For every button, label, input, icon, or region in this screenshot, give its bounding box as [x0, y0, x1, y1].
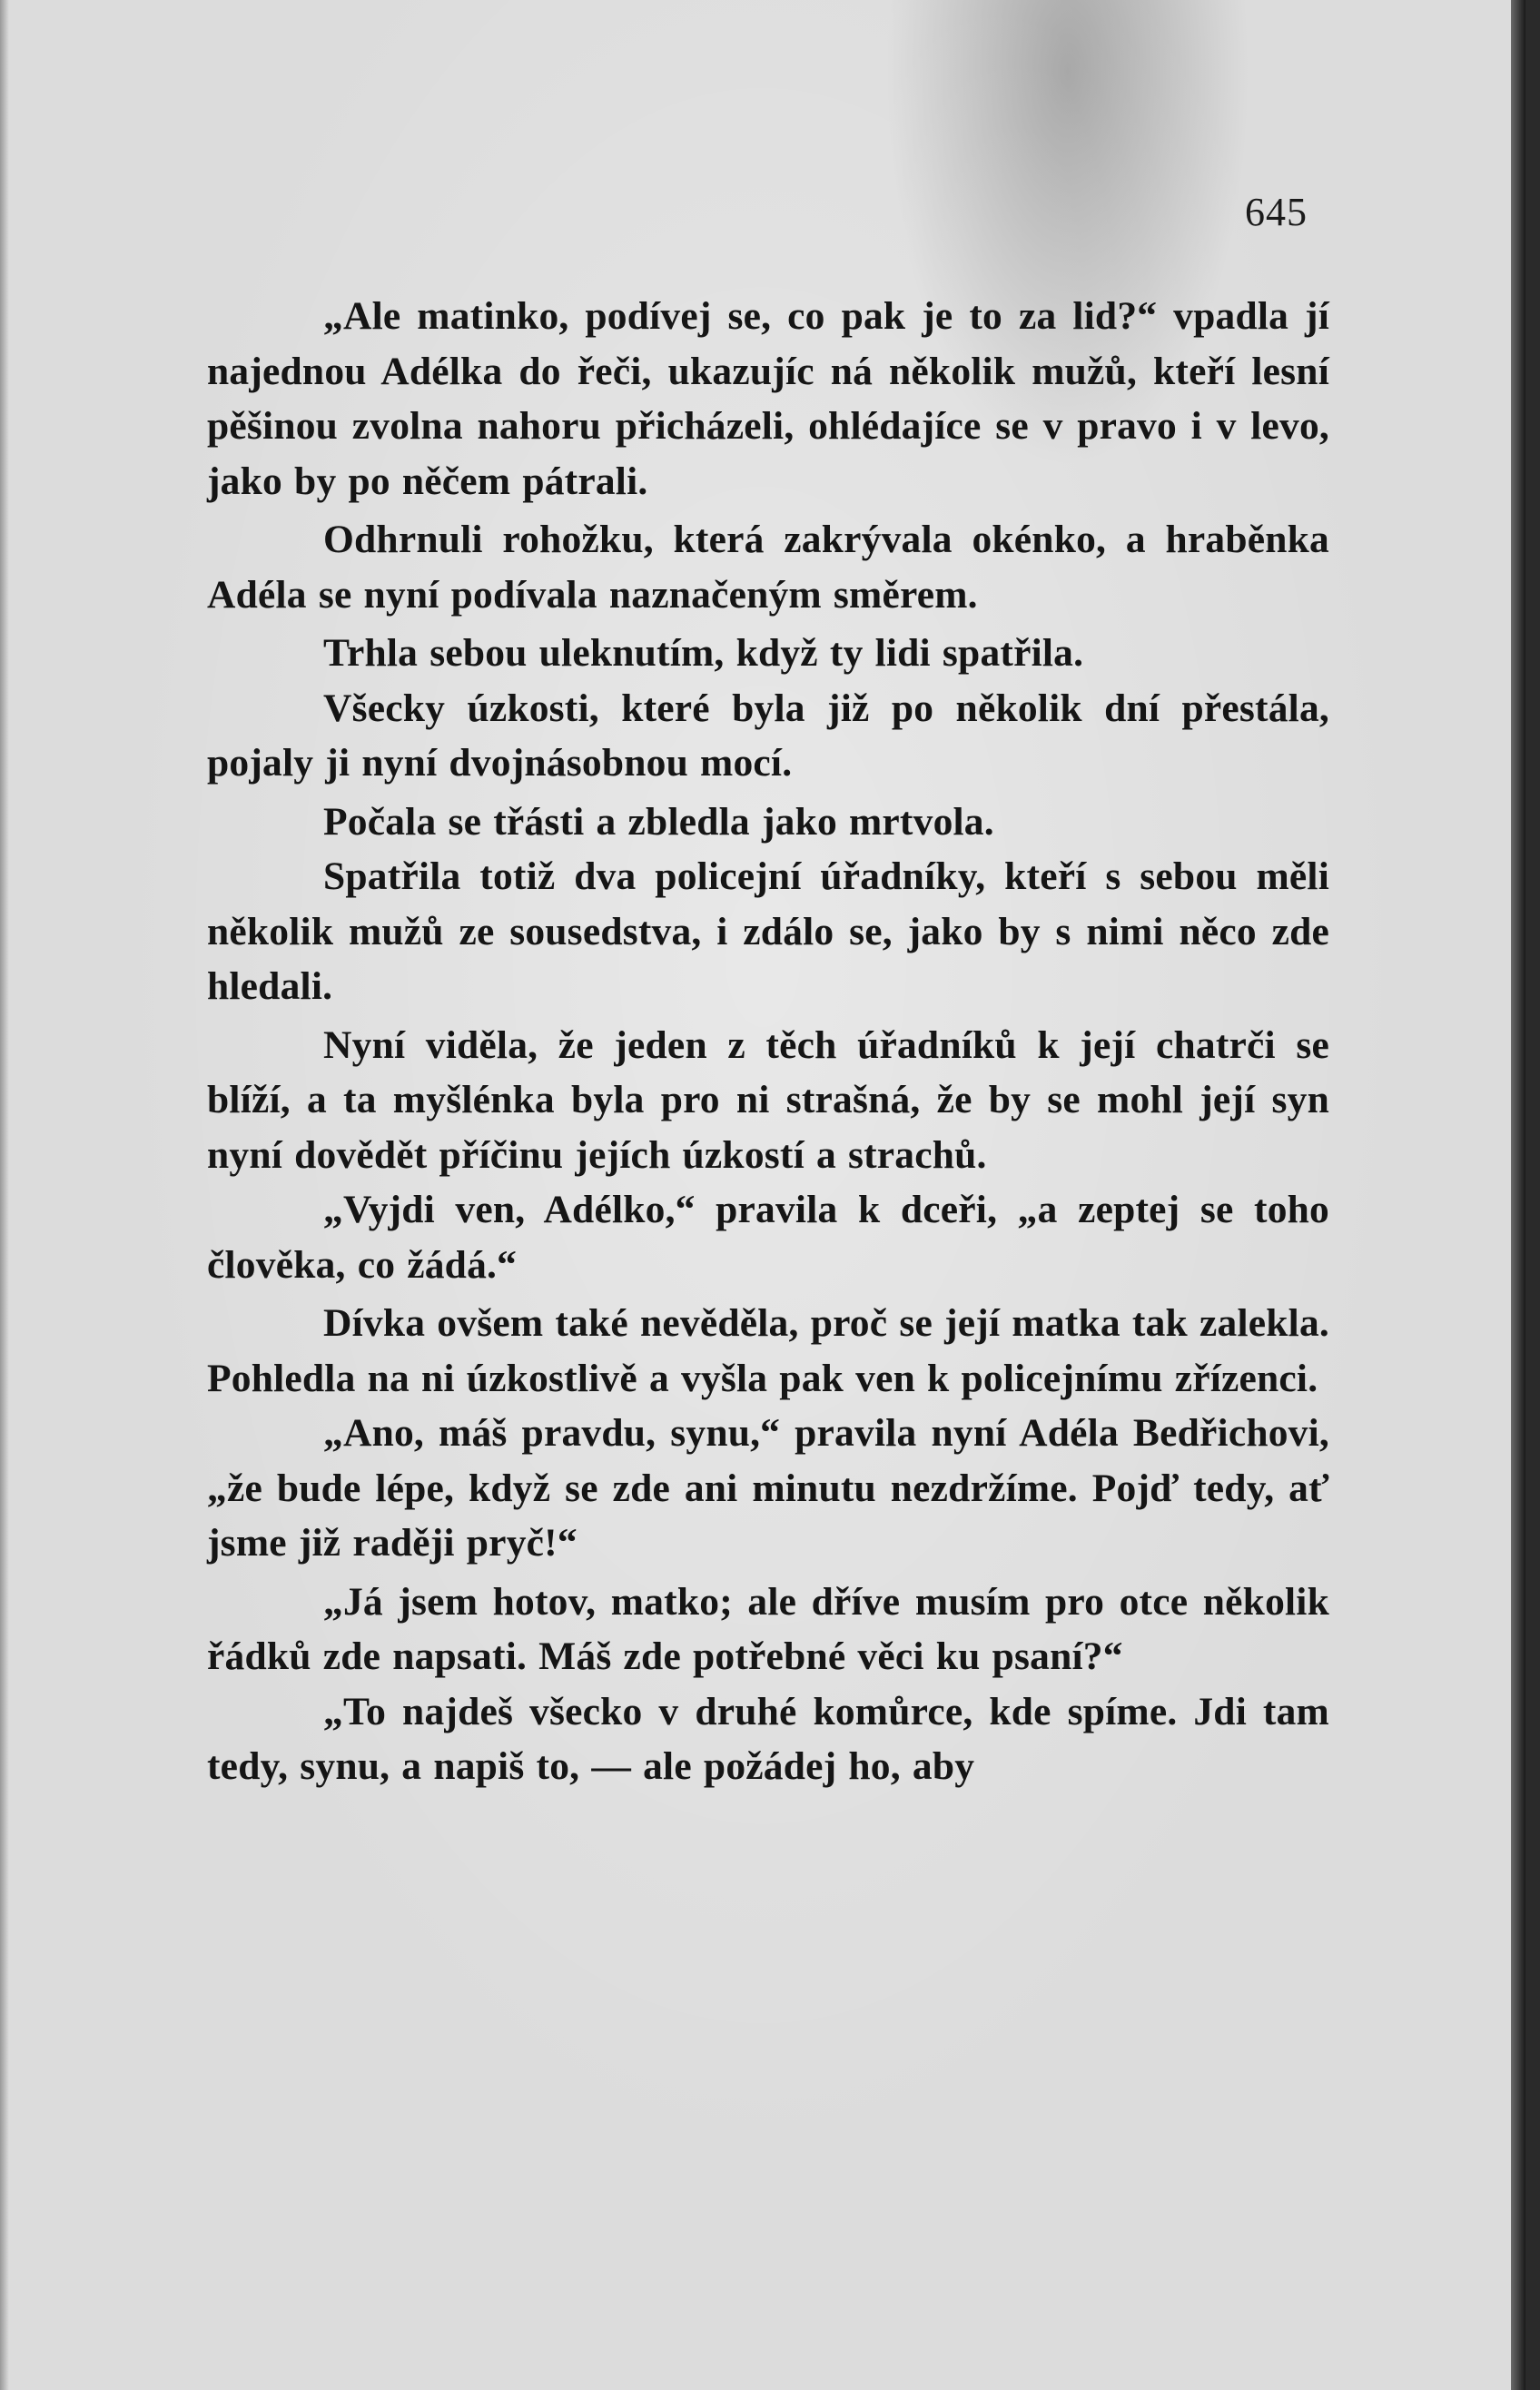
paragraph: „Vyjdi ven, Adélko,“ pravila k dceři, „a zeptej se toho člověka, co žádá.“ [207, 1188, 1329, 1287]
paragraph: Trhla sebou uleknutím, když ty lidi spatřila. [323, 631, 1084, 675]
page-number: 645 [1245, 190, 1308, 234]
paragraph: „Ale matinko, podívej se, co pak je to za lid?“ vpadla jí najednou Adélka do řeči, ukazujíc ná několik mužů, kteří lesní pěšinou zvolna nahoru přicházeli, ohlédajíce se v pravo i v levo, jako by po něčem pátrali. [207, 294, 1329, 503]
paragraph: „To najdeš všecko v druhé komůrce, kde spíme. Jdi tam tedy, synu, a napiš to, — ale požádej ho, aby [207, 1689, 1329, 1788]
paragraph: Odhrnuli rohožku, která zakrývala okénko, a hraběnka Adéla se nyní podívala naznačeným směrem. [207, 518, 1329, 617]
paragraph: Všecky úzkosti, které byla již po několik dní přestála, pojaly ji nyní dvojnásobnou mocí. [207, 686, 1329, 785]
paragraph: „Já jsem hotov, matko; ale dříve musím pro otce několik řádků zde napsati. Máš zde potřebné věci ku psaní?“ [207, 1579, 1329, 1678]
paragraph: „Ano, máš pravdu, synu,“ pravila nyní Adéla Bedřichovi, „že bude lépe, když se zde ani minutu nezdržíme. Pojď tedy, ať jsme již raději pryč!“ [207, 1411, 1329, 1565]
paragraph: Nyní viděla, že jeden z těch úřadníků k její chatrči se blíží, a ta myšlénka byla pro ni strašná, že by se mohl její syn nyní dovědět příčinu jejích úzkostí a strachů. [207, 1022, 1329, 1177]
body-text [207, 289, 1329, 1794]
paragraph: Počala se třásti a zbledla jako mrtvola. [323, 799, 994, 844]
paragraph: Spatřila totiž dva policejní úřadníky, kteří s sebou měli několik mužů ze sousedstva, i zdálo se, jako by s nimi něco zde hledali. [207, 854, 1329, 1008]
page-right-edge [1511, 0, 1525, 2390]
page-left-edge-shadow [0, 0, 9, 2390]
paragraph: Dívka ovšem také nevěděla, proč se její matka tak zalekla. Pohledla na ni úzkostlivě a vyšla pak ven k policejnímu zřízenci. [207, 1301, 1329, 1400]
